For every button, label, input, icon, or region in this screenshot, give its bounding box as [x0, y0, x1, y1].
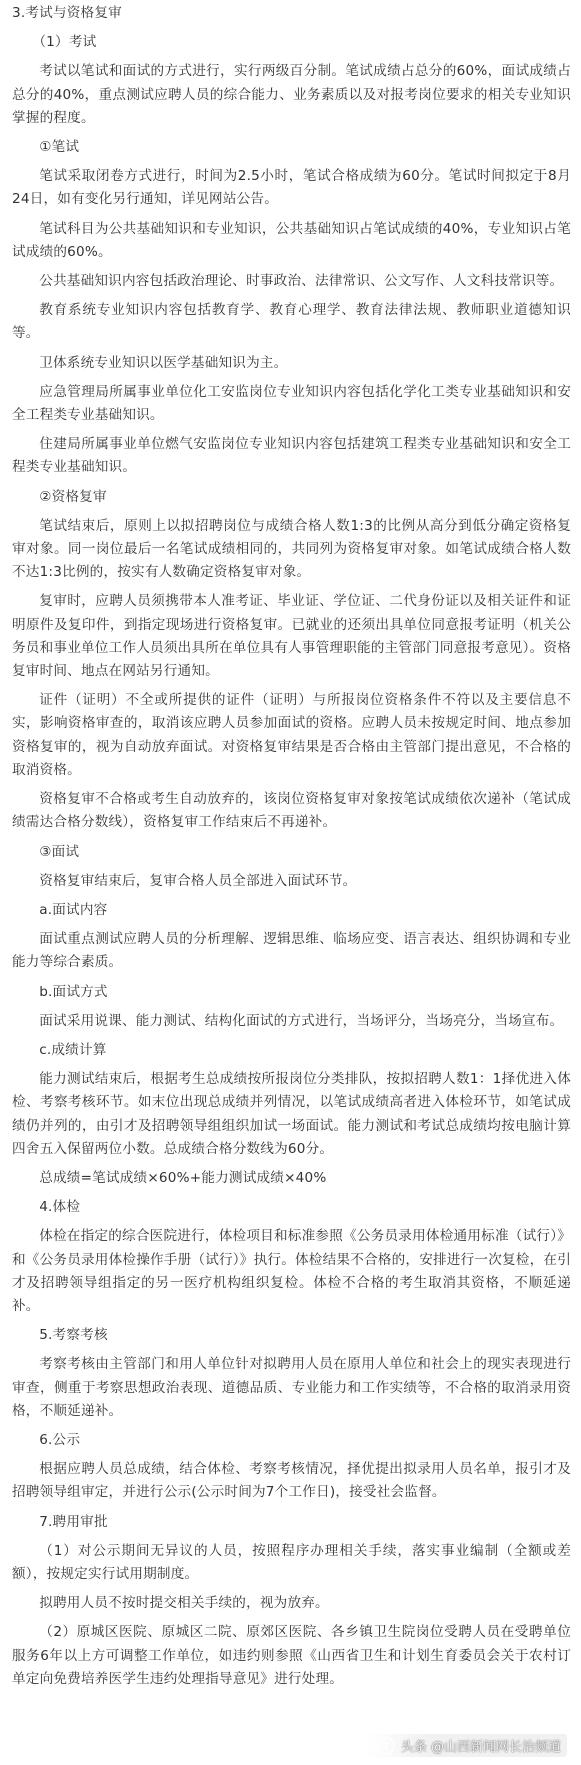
paragraph: 资格复审结束后，复审合格人员全部进入面试环节。: [39, 872, 357, 889]
paragraph: 4.体检: [39, 1199, 81, 1216]
paragraph: 面试重点测试应聘人员的分析理解、逻辑思维、临场应变、语言表达、组织协调和专业能力等综合素质。: [12, 931, 571, 971]
toutiao-logo-icon: [377, 1737, 395, 1755]
paragraph: 7.聘用审批: [39, 1513, 108, 1530]
section-heading: 3.考试与资格复审: [12, 5, 122, 21]
watermark: [367, 1734, 567, 1757]
paragraph: ①笔试: [39, 139, 80, 156]
paragraph: a.面试内容: [39, 901, 108, 918]
paragraph: 教育系统专业知识内容包括教育学、教育心理学、教育法律法规、教师职业道德知识等。: [12, 302, 571, 342]
paragraph: c.成绩计算: [39, 1041, 107, 1058]
paragraph: 资格复审不合格或考生自动放弃的，该岗位资格复审对象按笔试成绩依次递补（笔试成绩需达合格分数线），资格复审工作结束后不再递补。: [12, 791, 571, 831]
paragraph: 根据应聘人员总成绩，结合体检、考察考核情况，择优提出拟录用人员名单，报引才及招聘领导组审定，并进行公示(公示时间为7个工作日)，接受社会监督。: [12, 1461, 571, 1501]
watermark-text: 头条 @山西新闻网长治频道: [400, 1740, 561, 1755]
paragraph: 考试以笔试和面试的方式进行，实行两级百分制。笔试成绩占总分的60%，面试成绩占总分的40%，重点测试应聘人员的综合能力、业务素质以及对报考岗位要求的相关专业知识掌握的程度。: [12, 63, 571, 126]
paragraph: 公共基础知识内容包括政治理论、时事政治、法律常识、公文写作、人文科技常识等。: [39, 273, 564, 290]
paragraph: （2）原城区医院、原城区二院、原郊区医院、各乡镇卫生院岗位受聘人员在受聘单位服务6年以上方可调整工作单位，如违约则参照《山西省卫生和计划生育委员会关于农村订单定向免费培养医学生违约处理指导意见》进行处理。: [12, 1624, 571, 1687]
section-heading: （1）考试: [32, 34, 97, 51]
paragraph: 证件（证明）不全或所提供的证件（证明）与所报岗位资格条件不符以及主要信息不实，影响资格审查的，取消该应聘人员参加面试的资格。应聘人员未按规定时间、地点参加资格复审的，视为自动放弃面试。对资格复审结果是否合格由主管部门提出意见，不合格的取消资格。: [12, 692, 571, 778]
paragraph: 总成绩=笔试成绩×60%+能力测试成绩×40%: [39, 1169, 327, 1186]
paragraph: 笔试采取闭卷方式进行，时间为2.5小时，笔试合格成绩为60分。笔试时间拟定于8月24日，如有变化另行通知，详见网站公告。: [12, 168, 571, 208]
paragraph: 考察考核由主管部门和用人单位针对拟聘用人员在原用人单位和社会上的现实表现进行审查，侧重于考察思想政治表现、道德品质、专业能力和工作实绩等，不合格的取消录用资格，不顺延递补。: [12, 1356, 571, 1419]
paragraph: （1）对公示期间无异议的人员，按照程序办理相关手续，落实事业编制（全额或差额），按规定实行试用期制度。: [12, 1542, 571, 1582]
paragraph: 体检在指定的综合医院进行，体检项目和标准参照《公务员录用体检通用标准（试行）》和《公务员录用体检操作手册（试行）》执行。体检结果不合格的，安排进行一次复检，在引才及招聘领导组指定的另一医疗机构组织复检。体检不合格的考生取消其资格，不顺延递补。: [12, 1228, 571, 1314]
paragraph: ②资格复审: [39, 488, 107, 505]
paragraph: 拟聘用人员不按时提交相关手续的，视为放弃。: [39, 1595, 329, 1612]
paragraph: 6.公示: [39, 1431, 81, 1448]
paragraph: 复审时，应聘人员须携带本人准考证、毕业证、学位证、二代身份证以及相关证件和证明原件及复印件，到指定现场进行资格复审。已就业的还须出具单位同意报考证明（机关公务员和事业单位工作人员须出具所在单位具有人事管理职能的主管部门同意报考意见）。资格复审时间、地点在网站另行通知。: [12, 593, 571, 680]
paragraph: 能力测试结束后，根据考生总成绩按所报岗位分类排队，按拟招聘人数1：1择优进入体检、考察考核环节。如末位出现总成绩并列情况，以笔试成绩高者进入体检环节，如笔试成绩仍并列的，由引才及招聘领导组组织加试一场面试。能力测试和考试总成绩均按电脑计算四舍五入保留两位小数。总成绩合格分数线为60分。: [12, 1071, 571, 1157]
paragraph: 面试采用说课、能力测试、结构化面试的方式进行，当场评分，当场亮分，当场宣布。: [39, 1012, 564, 1029]
paragraph: 笔试科目为公共基础知识和专业知识，公共基础知识占笔试成绩的40%，专业知识占笔试成绩的60%。: [12, 220, 571, 260]
paragraph: 住建局所属事业单位燃气安监岗位专业知识内容包括建筑工程类专业基础知识和安全工程类专业基础知识。: [12, 436, 571, 476]
paragraph: 应急管理局所属事业单位化工安监岗位专业知识内容包括化学化工类专业基础知识和安全工程类专业基础知识。: [12, 383, 571, 424]
paragraph: ③面试: [39, 843, 80, 860]
paragraph: 卫体系统专业知识以医学基础知识为主。: [39, 354, 288, 371]
paragraph: 5.考察考核: [39, 1327, 108, 1344]
paragraph: b.面试方式: [39, 983, 108, 1000]
paragraph: 笔试结束后，原则上以拟招聘岗位与成绩合格人数1:3的比例从高分到低分确定资格复审对象。同一岗位最后一名笔试成绩相同的，共同列为资格复审对象。如笔试成绩合格人数不达1:3比例的，按实有人数确定资格复审对象。: [12, 517, 571, 581]
